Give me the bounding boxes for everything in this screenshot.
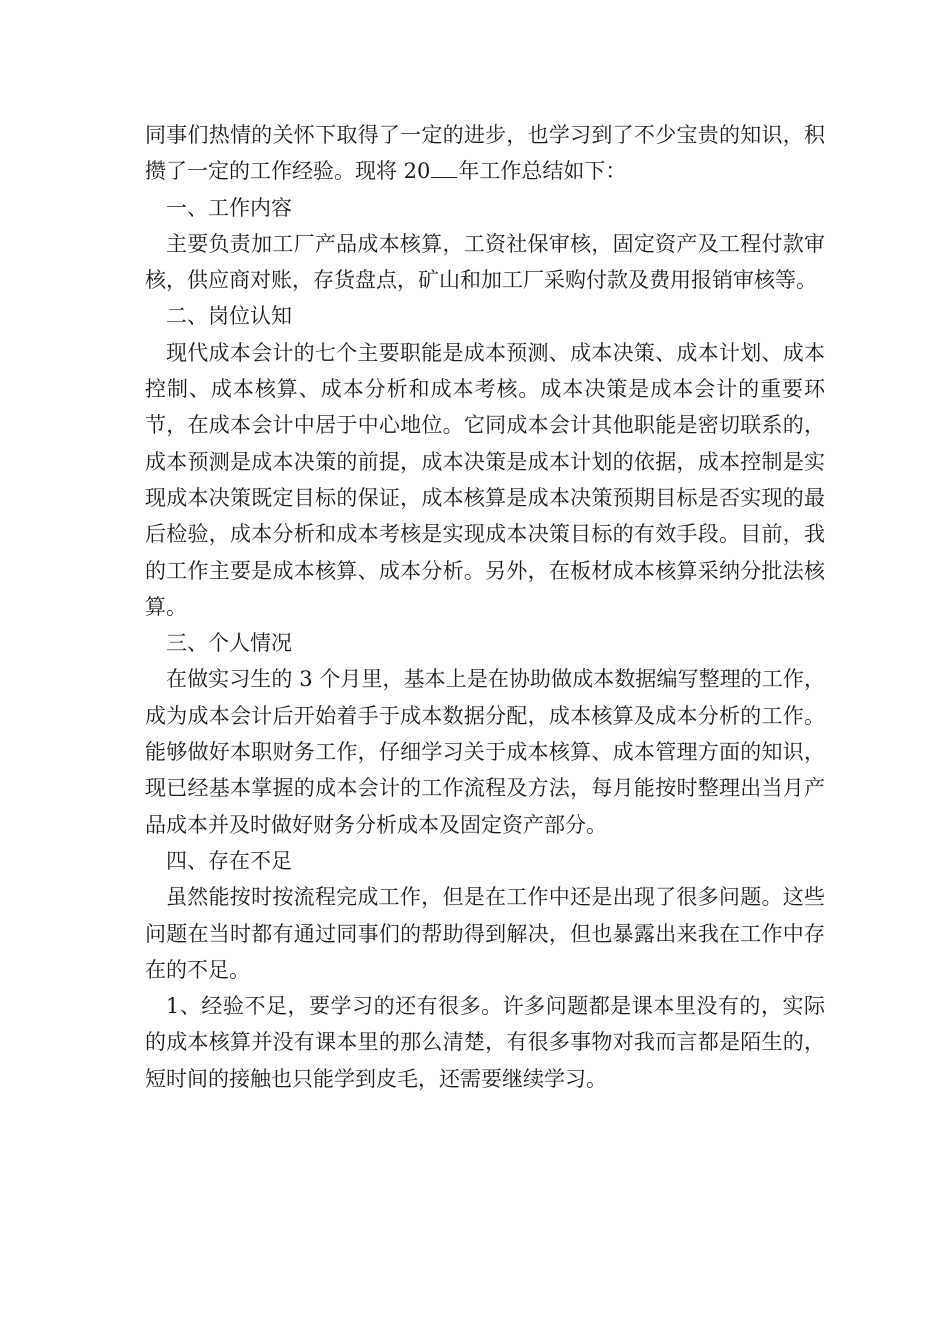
paragraph-intro-tail: 年工作总结如下： <box>458 159 627 184</box>
paragraph-intro <box>145 117 825 190</box>
year-blank <box>431 157 457 178</box>
section-heading-role-understanding: 二、岗位认知 <box>166 304 292 329</box>
paragraph-work-content: 主要负责加工厂产品成本核算，工资社保审核，固定资产及工程付款审核，供应商对账，存货盘点，矿山和加工厂采购付款及费用报销审核等。 <box>145 231 825 293</box>
section-heading-shortcomings: 四、存在不足 <box>166 848 292 873</box>
paragraph-shortcoming-1: 1、经验不足，要学习的还有很多。许多问题都是课本里没有的，实际的成本核算并没有课本里的那么清楚，有很多事物对我而言都是陌生的，短时间的接触也只能学到皮毛，还需要继续学习。 <box>145 994 825 1091</box>
section-heading-work-content: 一、工作内容 <box>166 195 292 220</box>
paragraph-personal-situation: 在做实习生的 3 个月里，基本上是在协助做成本数据编写整理的工作，成为成本会计后开始着手于成本数据分配，成本核算及成本分析的工作。能够做好本职财务工作，仔细学习关于成本核算、成本管理方面的知识，现已经基本掌握的成本会计的工作流程及方法，每月能按时整理出当月产品成本并及时做好财务分析成本及固定资产部分。 <box>145 667 825 837</box>
paragraph-intro-text: 同事们热情的关怀下取得了一定的进步，也学习到了不少宝贵的知识，积攒了一定的工作经验。现将 20 <box>145 123 825 184</box>
document-body <box>145 117 825 1097</box>
paragraph-role-understanding: 现代成本会计的七个主要职能是成本预测、成本决策、成本计划、成本控制、成本核算、成本分析和成本考核。成本决策是成本会计的重要环节，在成本会计中居于中心地位。它同成本会计其他职能是密切联系的，成本预测是成本决策的前提，成本决策是成本计划的依据，成本控制是实现成本决策既定目标的保证，成本核算是成本决策预期目标是否实现的最后检验，成本分析和成本考核是实现成本决策目标的有效手段。目前，我的工作主要是成本核算、成本分析。另外，在板材成本核算采纳分批法核算。 <box>145 340 825 619</box>
paragraph-shortcomings: 虽然能按时按流程完成工作，但是在工作中还是出现了很多问题。这些问题在当时都有通过同事们的帮助得到解决，但也暴露出来我在工作中存在的不足。 <box>145 885 825 982</box>
section-heading-personal-situation: 三、个人情况 <box>166 631 292 656</box>
